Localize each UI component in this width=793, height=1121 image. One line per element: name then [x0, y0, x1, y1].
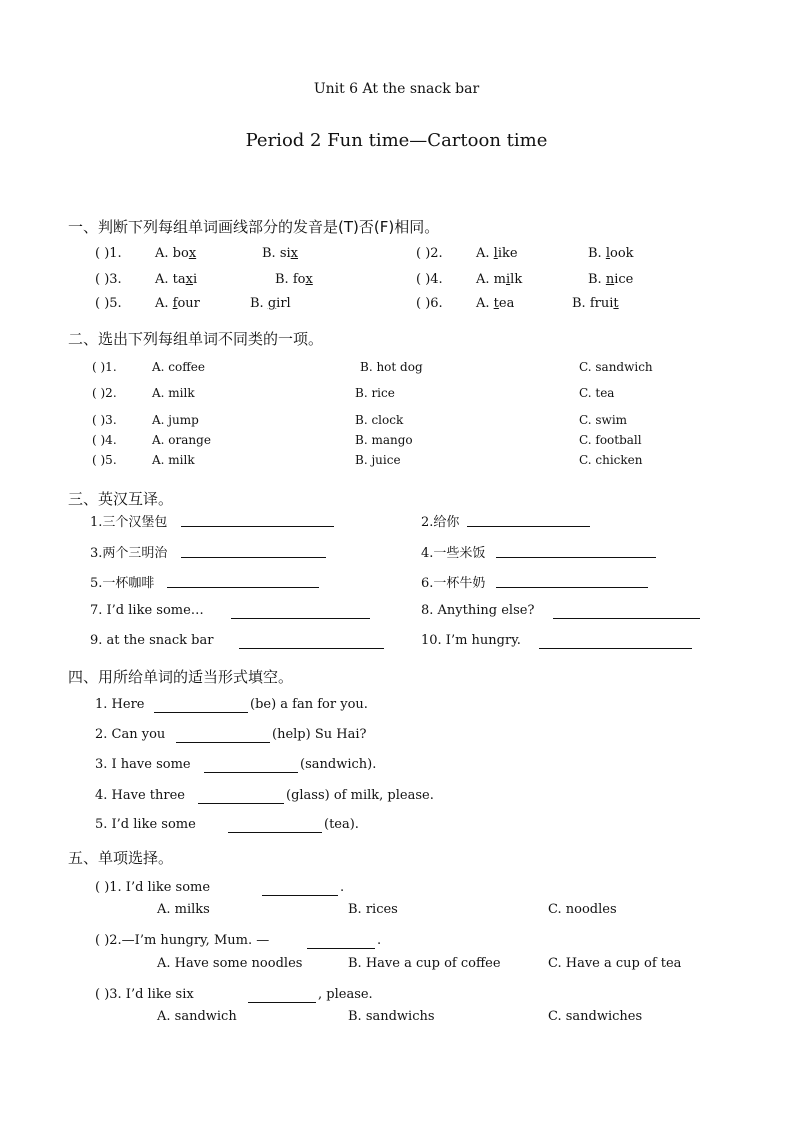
option-c: C. football [579, 433, 642, 447]
option-b [262, 246, 298, 261]
option-a: A. orange [152, 433, 211, 447]
option-c: C. sandwiches [548, 1009, 643, 1024]
underlined-letter: l [493, 246, 498, 261]
option-b [250, 296, 291, 311]
unit-title: Unit 6 At the snack bar [313, 81, 480, 97]
question-number: ( )5. [92, 453, 117, 467]
underlined-letter: x [290, 246, 299, 261]
word-part: i [192, 272, 198, 287]
option-b: B. hot dog [360, 360, 423, 374]
option-c: C. swim [579, 413, 628, 427]
option-letter: B. [275, 272, 293, 287]
underlined-letter: t [493, 296, 499, 311]
translation-prompt: 1.三个汉堡包 [90, 515, 168, 530]
question-stem-end: , please. [318, 987, 373, 1002]
option-letter: A. [155, 296, 173, 311]
translation-prompt: 3.两个三明治 [90, 546, 168, 561]
fill-in-prompt: 2. Can you [95, 727, 166, 742]
answer-blank[interactable] [204, 772, 298, 773]
option-a [476, 246, 518, 261]
word-part: fo [292, 272, 306, 287]
option-letter: A. [476, 296, 494, 311]
word-part: irl [276, 296, 291, 311]
question-number: ( )3. [95, 272, 122, 287]
fill-in-prompt: 1. Here [95, 697, 145, 712]
word-part: ike [497, 246, 518, 261]
option-letter: A. [155, 246, 173, 261]
answer-blank[interactable] [167, 587, 319, 588]
section-3-heading: 三、英汉互译。 [68, 490, 174, 508]
section-2-heading: 二、选出下列每组单词不同类的一项。 [68, 330, 324, 348]
question-number: ( )2. [416, 246, 443, 261]
underlined-letter: x [188, 246, 197, 261]
answer-blank[interactable] [496, 557, 656, 558]
answer-blank[interactable] [181, 526, 334, 527]
underlined-letter: n [605, 272, 615, 287]
answer-blank[interactable] [228, 832, 322, 833]
option-a: A. sandwich [157, 1009, 237, 1024]
translation-prompt: 9. at the snack bar [90, 633, 214, 648]
option-c: C. Have a cup of tea [548, 956, 682, 971]
section-1-heading: 一、判断下列每组单词画线部分的发音是(T)否(F)相同。 [68, 218, 440, 236]
option-letter: B. [588, 246, 606, 261]
option-a: A. milk [152, 386, 195, 400]
question-number: ( )1. [92, 360, 117, 374]
translation-prompt: 8. Anything else? [421, 603, 535, 618]
option-c: C. tea [579, 386, 615, 400]
question-number: ( )1. [95, 246, 122, 261]
option-a [155, 296, 200, 311]
question-stem: ( )1. I’d like some [95, 880, 211, 895]
answer-blank[interactable] [154, 712, 248, 713]
word-part: frui [589, 296, 614, 311]
option-c: C. noodles [548, 902, 617, 917]
word-part: ea [498, 296, 515, 311]
option-b: B. clock [355, 413, 404, 427]
option-b [275, 272, 313, 287]
option-b: B. rices [348, 902, 398, 917]
underlined-letter: x [185, 272, 193, 287]
fill-in-hint: (tea). [324, 817, 359, 832]
answer-blank[interactable] [307, 948, 375, 949]
question-number: ( )5. [95, 296, 122, 311]
option-b [588, 272, 633, 287]
word-part: m [493, 272, 506, 287]
option-a [155, 246, 196, 261]
answer-blank[interactable] [496, 587, 648, 588]
question-number: ( )6. [416, 296, 443, 311]
option-letter: A. [476, 272, 494, 287]
option-a: A. jump [152, 413, 199, 427]
option-a: A. milks [157, 902, 210, 917]
question-number: ( )3. [92, 413, 117, 427]
translation-prompt: 4.一些米饭 [421, 546, 486, 561]
answer-blank[interactable] [198, 803, 284, 804]
option-letter: A. [155, 272, 173, 287]
word-part: lk [510, 272, 523, 287]
fill-in-hint: (sandwich). [300, 757, 377, 772]
section-4-heading: 四、用所给单词的适当形式填空。 [68, 668, 294, 686]
option-letter: A. [476, 246, 494, 261]
translation-prompt: 10. I’m hungry. [421, 633, 521, 648]
option-c: C. chicken [579, 453, 643, 467]
question-stem: ( )2.—I’m hungry, Mum. — [95, 933, 270, 948]
option-a: A. milk [152, 453, 195, 467]
answer-blank[interactable] [181, 557, 326, 558]
answer-blank[interactable] [262, 895, 338, 896]
answer-blank[interactable] [553, 618, 700, 619]
fill-in-prompt: 3. I have some [95, 757, 191, 772]
option-b [588, 246, 634, 261]
option-letter: B. [572, 296, 590, 311]
answer-blank[interactable] [539, 648, 692, 649]
word-part: ook [610, 246, 634, 261]
question-stem: ( )3. I’d like six [95, 987, 194, 1002]
option-b: B. rice [355, 386, 395, 400]
question-stem-end: . [377, 933, 382, 948]
word-part: ta [172, 272, 186, 287]
underlined-letter: g [267, 296, 277, 311]
fill-in-hint: (glass) of milk, please. [286, 788, 434, 803]
option-a [155, 272, 197, 287]
option-c: C. sandwich [579, 360, 653, 374]
fill-in-hint: (be) a fan for you. [250, 697, 368, 712]
translation-prompt: 5.一杯咖啡 [90, 576, 155, 591]
fill-in-hint: (help) Su Hai? [272, 727, 367, 742]
answer-blank[interactable] [248, 1002, 316, 1003]
option-a [476, 272, 522, 287]
option-a [476, 296, 514, 311]
fill-in-prompt: 5. I’d like some [95, 817, 196, 832]
word-part: si [279, 246, 291, 261]
underlined-letter: l [605, 246, 610, 261]
option-letter: B. [262, 246, 280, 261]
period-title: Period 2 Fun time—Cartoon time [245, 130, 548, 151]
answer-blank[interactable] [176, 742, 270, 743]
underlined-letter: x [305, 272, 313, 287]
translation-prompt: 7. I’d like some… [90, 603, 204, 618]
underlined-letter: t [613, 296, 619, 311]
answer-blank[interactable] [467, 526, 590, 527]
word-part: ice [614, 272, 634, 287]
answer-blank[interactable] [231, 618, 370, 619]
section-5-heading: 五、单项选择。 [68, 849, 174, 867]
option-b: B. juice [355, 453, 401, 467]
option-letter: B. [588, 272, 606, 287]
underlined-letter: i [505, 272, 511, 287]
word-part: our [177, 296, 200, 311]
question-number: ( )4. [92, 433, 117, 447]
option-letter: B. [250, 296, 268, 311]
underlined-letter: f [172, 296, 178, 311]
option-a: A. Have some noodles [157, 956, 303, 971]
option-b: B. Have a cup of coffee [348, 956, 501, 971]
question-stem-end: . [340, 880, 345, 895]
option-b: B. sandwichs [348, 1009, 435, 1024]
question-number: ( )4. [416, 272, 443, 287]
option-a: A. coffee [152, 360, 205, 374]
answer-blank[interactable] [239, 648, 384, 649]
translation-prompt: 2.给你 [421, 515, 460, 530]
option-b [572, 296, 619, 311]
fill-in-prompt: 4. Have three [95, 788, 185, 803]
word-part: bo [172, 246, 189, 261]
translation-prompt: 6.一杯牛奶 [421, 576, 486, 591]
option-b: B. mango [355, 433, 413, 447]
question-number: ( )2. [92, 386, 117, 400]
